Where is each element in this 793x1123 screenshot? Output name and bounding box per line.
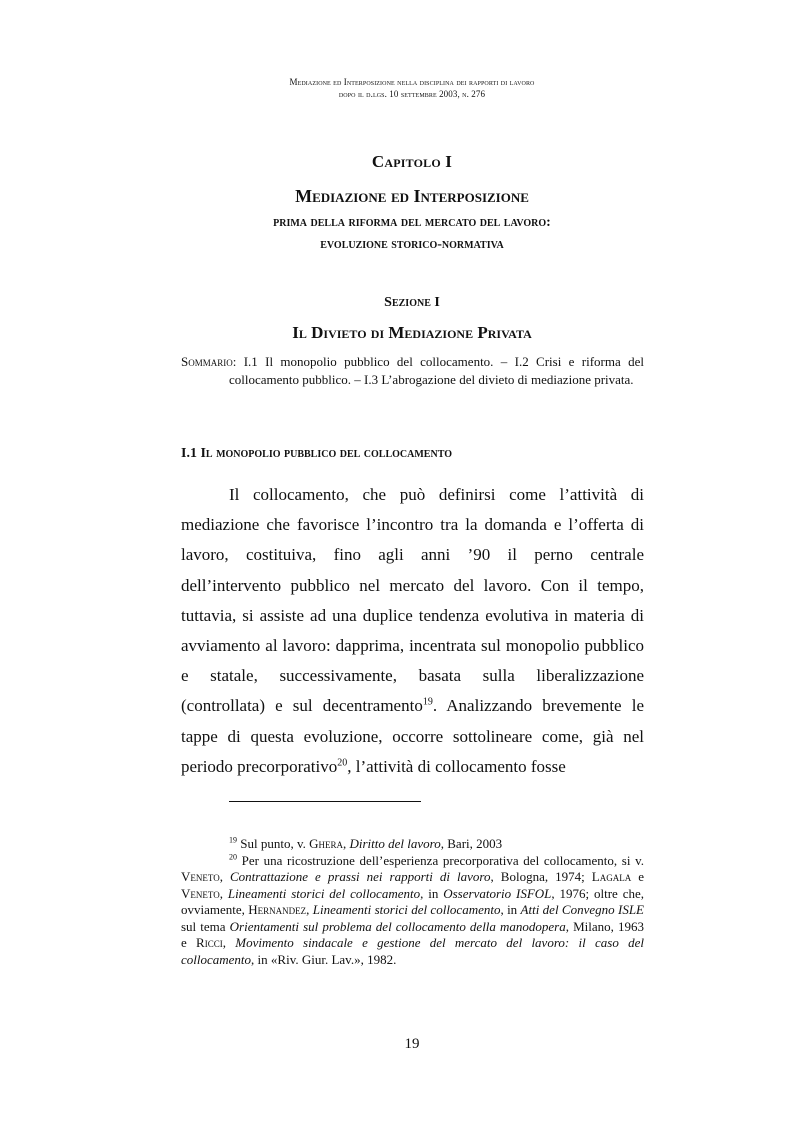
footnote-text: Per una ricostruzione dell’esperienza precorporativa del collocamento, si v. bbox=[237, 852, 644, 868]
footnote-19 bbox=[181, 836, 644, 853]
footnote-text: sul tema bbox=[181, 918, 230, 934]
section-label: Sezione I bbox=[384, 295, 440, 310]
footnote-text: , in bbox=[500, 902, 521, 917]
footnote-author: Veneto bbox=[181, 869, 220, 884]
section-heading bbox=[181, 446, 644, 462]
footnote-work-title: Movimento sindacale e gestione del mercato del lavoro: il caso del collocamento bbox=[181, 935, 644, 967]
footnote-author: Hernandez bbox=[248, 902, 307, 917]
footnote-text: , 1976; oltre che, ovviamente, bbox=[181, 885, 644, 917]
footnote-marker: 19 bbox=[229, 835, 237, 845]
footnote-text: , bbox=[306, 902, 313, 917]
footnote-text: , in «Riv. Giur. Lav.», 1982. bbox=[251, 951, 397, 967]
body-text-part-2: . Analizzando brevemente le tappe di questa evoluzione, occorre sottolineare come, già nel periodo precorporativo bbox=[181, 696, 644, 776]
footnote-text: , Bologna, 1974; bbox=[490, 869, 592, 884]
footnote-ref-20[interactable]: 20 bbox=[337, 757, 348, 769]
summary-lead: Sommario bbox=[181, 354, 233, 369]
footnote-ref-19[interactable]: 19 bbox=[422, 696, 433, 708]
page-number: 19 bbox=[404, 1036, 420, 1052]
chapter-subtitle-line-2: evoluzione storico-normativa bbox=[320, 237, 504, 252]
footnote-author: Lagala bbox=[591, 869, 632, 884]
footnote-text: , in bbox=[420, 885, 444, 901]
footnote-text: , bbox=[343, 836, 350, 851]
footnote-separator bbox=[229, 801, 421, 802]
footnote-work-title: Orientamenti sul problema del collocamento della manodopera bbox=[229, 918, 566, 934]
footnote-text: , bbox=[219, 869, 230, 884]
footnote-text: , Bari, 2003 bbox=[440, 836, 503, 851]
body-text-part-1: Il collocamento, che può definirsi come l’attività di mediazione che favorisce l’incontro tra la domanda e l’offerta di lavoro, costituiva, fino agli anni ’90 il perno centrale dell’intervento pubblico nel mercato del lavoro. Con il tempo, tuttavia, si assiste ad una duplice tendenza evolutiva in materia di avviamento al lavoro: dapprima, incentrata sul monopolio pubblico e statale, successivamente, basata sulla liberalizzazione (controllata) e sul decentramento bbox=[181, 485, 644, 716]
body-text-part-3: , l’attività di collocamento fosse bbox=[347, 756, 566, 776]
footnote-text: , bbox=[219, 885, 228, 901]
running-header-line-1: Mediazione ed Interposizione nella disciplina dei rapporti di lavoro bbox=[289, 77, 535, 87]
running-header-line-2: dopo il d.lgs. 10 settembre 2003, n. 276 bbox=[338, 89, 486, 99]
body-paragraph bbox=[181, 480, 644, 782]
summary-text: : I.1 Il monopolio pubblico del collocamento. – I.2 Crisi e riforma del collocamento pubblico. – I.3 L’abrogazione del divieto di mediazione privata. bbox=[229, 354, 644, 387]
footnote-text: , Milano, 1963 e bbox=[181, 918, 645, 950]
chapter-label: Capitolo I bbox=[371, 152, 453, 171]
footnote-author: Ghera bbox=[309, 836, 343, 851]
footnote-work-title: Contrattazione e prassi nei rapporti di lavoro bbox=[230, 869, 491, 884]
heading-number: I.1 bbox=[181, 446, 197, 461]
footnote-author: Veneto bbox=[181, 885, 220, 901]
chapter-subtitle-line-1: prima della riforma del mercato del lavoro: bbox=[273, 215, 551, 230]
footnote-work-title: Osservatorio ISFOL bbox=[443, 885, 552, 901]
footnote-work-title: Lineamenti storici del collocamento bbox=[227, 885, 421, 901]
footnote-text: , bbox=[222, 935, 236, 950]
section-title: Il Divieto di Mediazione Privata bbox=[292, 323, 532, 342]
running-header bbox=[180, 76, 644, 100]
footnote-text: Sul punto, v. bbox=[237, 836, 310, 851]
footnote-work-title: Lineamenti storici del collocamento bbox=[312, 902, 501, 917]
footnote-marker: 20 bbox=[229, 852, 237, 862]
chapter-subtitle bbox=[160, 212, 664, 256]
footnote-work-title: Diritto del lavoro bbox=[349, 836, 441, 851]
footnotes bbox=[181, 836, 644, 968]
heading-title: Il monopolio pubblico del collocamento bbox=[200, 446, 452, 461]
footnote-20 bbox=[181, 853, 644, 969]
footnote-work-title: Atti del Convegno ISLE bbox=[520, 902, 644, 917]
summary bbox=[181, 353, 644, 389]
chapter-title: Mediazione ed Interposizione bbox=[295, 186, 529, 206]
footnote-text: e bbox=[631, 869, 644, 884]
footnote-author: Ricci bbox=[196, 935, 223, 950]
